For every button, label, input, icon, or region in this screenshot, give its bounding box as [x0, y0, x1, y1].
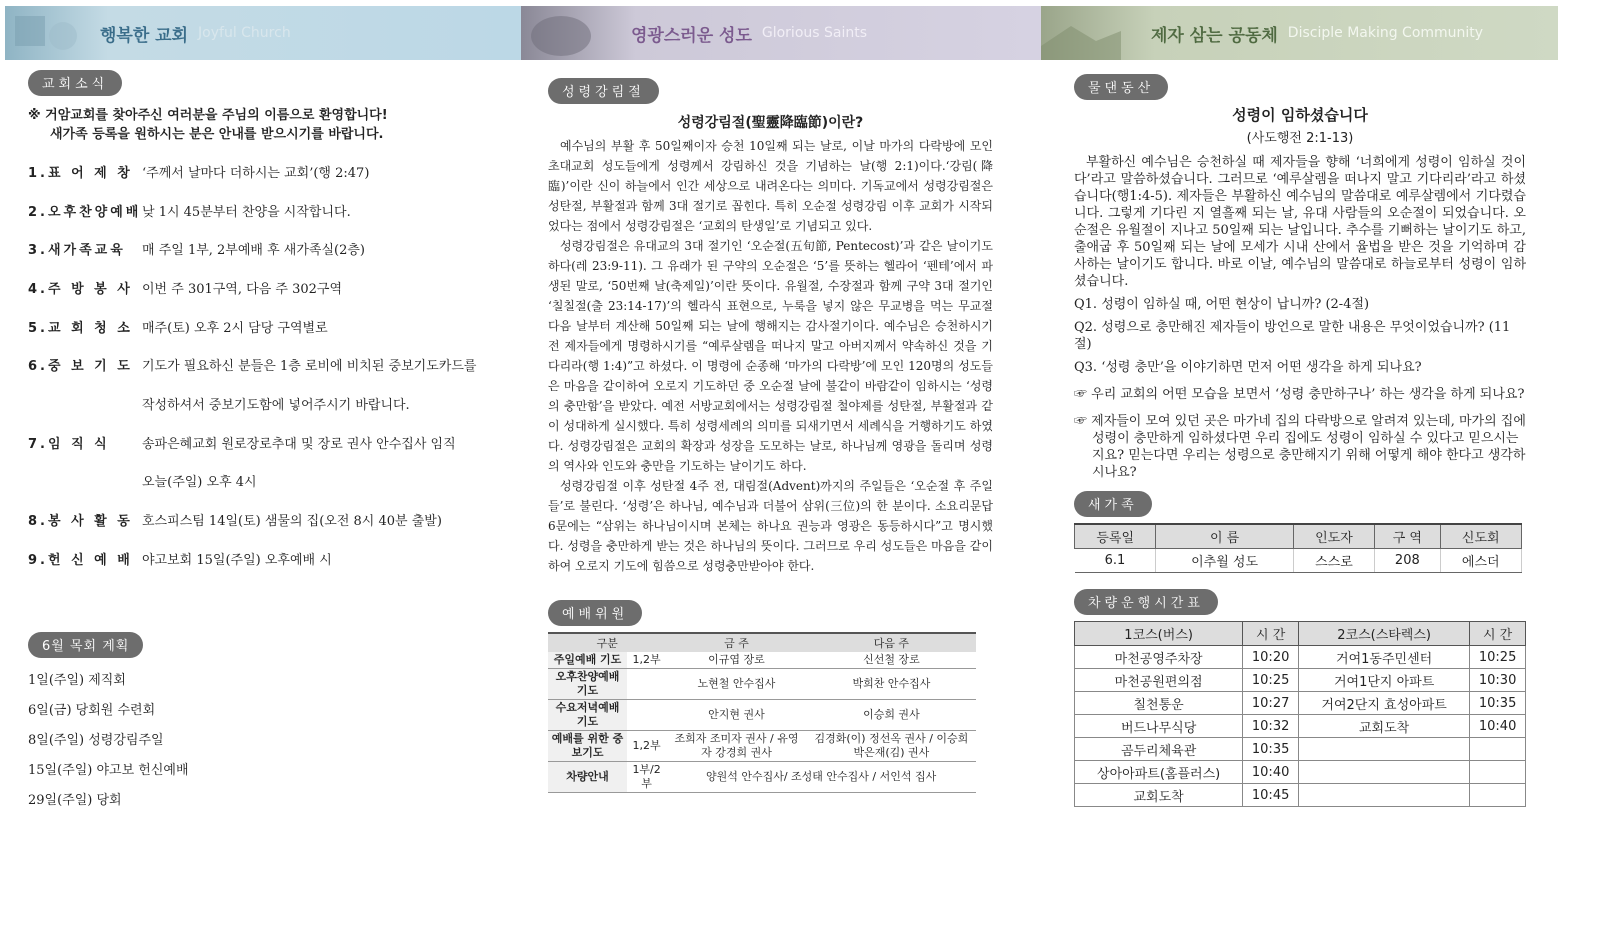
table-row: [548, 731, 976, 762]
qt-question: ☞ 제자들이 모여 있던 곳은 마가네 집의 다락방으로 알려져 있는데, 마가의 집에 성령이 충만하게 임하셨다면 우리 집에도 성령이 임하실 수 있다고 믿으시는지요? 믿는다면 우리는 성령으로 충만해지기 위해 어떻게 해야 한다고 생각하시나요?: [1074, 414, 1526, 480]
article-title: 성령강림절(聖靈降臨節)이란?: [677, 115, 864, 131]
table-header: 인도자: [1293, 524, 1374, 549]
news-item: [28, 152, 508, 191]
qt-title: 성령이 임하셨습니다: [1232, 106, 1368, 124]
qt-reference: (사도행전 2:1-13): [1246, 131, 1354, 146]
notice-line: ※ 거암교회를 찾아주신 여러분을 주님의 이름으로 환영합니다!: [28, 108, 388, 123]
section-label-pentecost: 성령강림절: [548, 78, 659, 104]
plan-list: [28, 666, 508, 816]
table-cell: [1470, 738, 1526, 761]
table-row: [1075, 761, 1526, 784]
role-cell: 오후찬양예배 기도: [548, 669, 627, 700]
plan-item: 15일(주일) 야고보 헌신예배: [28, 762, 189, 778]
news-list: [28, 152, 508, 578]
banner-disciple-community: [1041, 6, 1558, 60]
banner-joyful-church: [5, 6, 521, 60]
table-header: 금 주: [666, 633, 807, 652]
part-cell: [627, 700, 666, 731]
table-row: [548, 652, 976, 669]
table-row: [1075, 669, 1526, 692]
plan-item: 8일(주일) 성령강림주일: [28, 732, 164, 748]
banner-title: 영광스러운 성도: [631, 25, 752, 46]
table-row: [548, 762, 976, 793]
table-cell: 에스더: [1440, 549, 1521, 573]
news-item: [28, 423, 508, 462]
role-cell: 주일예배 기도: [548, 652, 627, 669]
table-cell: 버드나무식당: [1075, 715, 1243, 738]
table-cell: 거여2단지 효성아파트: [1299, 692, 1470, 715]
qt-column: [1074, 62, 1526, 807]
table-cell: [1470, 784, 1526, 807]
news-item-value: 작성하셔서 중보기도함에 넣어주시기 바랍니다.: [142, 397, 410, 413]
table-cell: [1299, 784, 1470, 807]
table-cell: 10:45: [1243, 784, 1299, 807]
bus-schedule-table: [1074, 621, 1526, 807]
news-item-value: 기도가 필요하신 분들은 1층 로비에 비치된 중보기도카드를: [142, 359, 477, 375]
table-cell: [1470, 761, 1526, 784]
article-paragraph: 성령강림절은 유대교의 3대 절기인 ‘오순절(五旬節, Pentecost)’과 같은 날이기도 하다(레 23:9-11). 그 유래가 된 구약의 오순절은 ‘5’를 뜻하는 헬라어 ‘펜테’에서 파생된 말로, ‘50번째 날(축제일)’이란 뜻이다. 유월절, 수장절과 함께 구약 3대 절기인 ‘칠칠절(출 23:14-17)’의 헬라식 표현으로, 누룩을 넣지 않은 무교병을 먹는 무교절 다음 날부터 계산해 50일째 되는 날에 행해지는 감사절기이다. 예수님은 승천하시기 전 제자들에게 명령하시기를 “예루살렘을 떠나지 말고 아버지께서 약속하신 것을 기다리라(행 1:4)”고 하셨다. 이 명령에 순종해 ‘마가의 다락방’에 모인 120명의 성도들은 마음을 같이하여 오로지 기도하던 중 오순절 날에 불같이 바람같이 임하시는 ‘성령의 충만함’을 받았다. 예전 서방교회에서는 성령강림절 철야제를 성탄절, 부활절과 같이 성대하게 실시했다. 특히 성령세례의 의미를 되새기면서 세례식을 거행하기도 하였다. 성령강림절은 교회의 확장과 성장을 도모하는 날로, 하나님께 영광을 돌리며 성령의 역사와 인도와 충만을 기도하는 날이기도 하다.: [548, 239, 993, 473]
banner-glorious-saints: [521, 6, 1041, 60]
table-row: [1075, 646, 1526, 669]
table-cell: 교회도착: [1075, 784, 1243, 807]
news-item: [28, 229, 508, 268]
table-header: 등록일: [1075, 524, 1156, 549]
table-cell: 10:25: [1243, 669, 1299, 692]
news-item-value: 송파은혜교회 원로장로추대 및 장로 권사 안수집사 임직: [142, 436, 456, 452]
table-header: 구 역: [1375, 524, 1440, 549]
table-header: 2코스(스타렉스): [1299, 622, 1470, 646]
table-cell: 10:35: [1243, 738, 1299, 761]
next-week-cell: 김경화(이) 정선옥 권사 / 이승희 박은재(김) 권사: [807, 731, 976, 762]
table-row: [1075, 715, 1526, 738]
news-item-value: 매 주일 1부, 2부예배 후 새가족실(2층): [142, 243, 366, 259]
part-cell: 1,2부: [627, 731, 666, 762]
part-cell: 1,2부: [627, 652, 666, 669]
table-header: 신도회: [1440, 524, 1521, 549]
banner-title: 제자 삼는 공동체: [1151, 25, 1278, 46]
table-cell: 10:40: [1243, 761, 1299, 784]
this-week-cell: 노현철 안수집사: [666, 669, 807, 700]
article-body: [548, 136, 993, 576]
newcomer-table: [1074, 523, 1522, 573]
part-cell: [627, 669, 666, 700]
table-header: 시 간: [1470, 622, 1526, 646]
news-item-key: 8.봉 사 활 동: [28, 514, 133, 530]
section-label-bus: 차량운행시간표: [1074, 589, 1218, 615]
table-cell: 이추월 성도: [1156, 549, 1293, 573]
table-cell: 교회도착: [1299, 715, 1470, 738]
news-item: [28, 345, 508, 384]
role-cell: 차량안내: [548, 762, 627, 793]
section-label-worship: 예배위원: [548, 600, 642, 626]
table-header: 이 름: [1156, 524, 1293, 549]
section-label-newcomer: 새가족: [1074, 491, 1152, 517]
table-cell: 10:20: [1243, 646, 1299, 669]
table-cell: 상아아파트(홈플러스): [1075, 761, 1243, 784]
news-item-value: 매주(토) 오후 2시 담당 구역별로: [142, 320, 328, 336]
banner-subtitle: Joyful Church: [198, 25, 291, 41]
news-item: [28, 307, 508, 346]
banner-title: 행복한 교회: [100, 25, 189, 46]
table-cell: 거여1단지 아파트: [1299, 669, 1470, 692]
qt-body: [1074, 154, 1526, 290]
table-cell: 스스로: [1293, 549, 1374, 573]
qt-questions: [1074, 296, 1526, 481]
news-item: [28, 268, 508, 307]
news-item: [28, 462, 508, 501]
table-row: [1075, 692, 1526, 715]
table-header: 다음 주: [807, 633, 976, 652]
this-week-cell: 안지현 권사: [666, 700, 807, 731]
church-news-column: [28, 62, 508, 816]
table-cell: 마천공영주차장: [1075, 646, 1243, 669]
table-row: [548, 669, 976, 700]
news-item: [28, 384, 508, 423]
news-item-key: 2.오후찬양예배: [28, 204, 142, 220]
news-item-key: 6.중 보 기 도: [28, 359, 133, 375]
news-item-key: 7.임 직 식: [28, 436, 110, 452]
table-cell: 208: [1375, 549, 1440, 573]
praying-hands-photo-icon: [521, 6, 601, 60]
news-item-key: 3.새가족교육: [28, 243, 126, 259]
table-row: [1075, 549, 1522, 573]
table-header: 1코스(버스): [1075, 622, 1243, 646]
table-row: [1075, 738, 1526, 761]
table-row: [1075, 784, 1526, 807]
table-cell: 10:27: [1243, 692, 1299, 715]
table-cell: 10:32: [1243, 715, 1299, 738]
news-item-key: 9.헌 신 예 배: [28, 552, 133, 568]
news-item-value: ‘주께서 날마다 더하시는 교회’(행 2:47): [142, 165, 370, 181]
next-week-cell: 박희찬 안수집사: [807, 669, 976, 700]
qt-paragraph: 부활하신 예수님은 승천하실 때 제자들을 향해 ‘너희에게 성령이 임하실 것이다’라고 말씀하셨습니다. 그러므로 ‘예루살렘을 떠나지 말고 기다리라’라고 하셨습니다(행1:4-5). 제자들은 부활하신 예수님의 말씀대로 예루살렘에서 기다렸습니다. 그렇게 기다린 지 열흘째 되는 날, 유대 사람들의 오순절이 되었습니다. 오순절은 유월절이 지나고 50일째 되는 날입니다. 추수를 기뻐하는 날이기도 하고, 출애굽 후 50일째 되는 날에 모세가 시내 산에서 율법을 받은 것을 기억하며 감사하는 날이기도 합니다. 바로 이날, 예수님의 말씀대로 하늘로부터 성령이 임하셨습니다.: [1074, 155, 1526, 289]
role-cell: 예배를 위한 중보기도: [548, 731, 627, 762]
news-item-key: 4.주 방 봉 사: [28, 281, 133, 297]
notice-line: 새가족 등록을 원하시는 분은 안내를 받으시기를 바랍니다.: [50, 127, 384, 142]
welcome-notice: [28, 106, 508, 144]
qt-question: Q1. 성령이 임하실 때, 어떤 현상이 납니까? (2-4절): [1074, 297, 1370, 312]
banner-subtitle: Glorious Saints: [761, 25, 868, 41]
qt-question: Q3. ‘성령 충만’을 이야기하면 먼저 어떤 생각을 하게 되나요?: [1074, 360, 1422, 375]
section-label-plan: 6월 목회 계획: [28, 632, 143, 658]
section-label-news: 교회소식: [28, 70, 122, 96]
table-cell: 10:25: [1470, 646, 1526, 669]
article-paragraph: 예수님의 부활 후 50일째이자 승천 10일째 되는 날로, 이날 마가의 다락방에 모인 초대교회 성도들에게 성령께서 강림하신 것을 기념하는 날(행 2:1)이다.‘강림(降臨)’이란 신이 하늘에서 인간 세상으로 내려온다는 의미다. 기독교에서 성령강림절은 성탄절, 부활절과 함께 3대 절기로 꼽힌다. 특히 오순절 성령강림 이후 교회가 시작되었다는 점에서 성령강림절은 ‘교회의 탄생일’로 기념되고 있다.: [548, 139, 993, 233]
news-item: [28, 539, 508, 578]
news-item: [28, 191, 508, 230]
table-cell: [1299, 761, 1470, 784]
part-cell: 1부/2부: [627, 762, 666, 793]
plan-item: 6일(금) 당회원 수련회: [28, 702, 156, 718]
news-item-key: 1.표 어 제 창: [28, 165, 133, 181]
table-cell: 칠천통운: [1075, 692, 1243, 715]
plan-item: 1일(주일) 제직회: [28, 672, 126, 688]
news-item-value: 이번 주 301구역, 다음 주 302구역: [142, 281, 343, 297]
pentecost-column: [548, 62, 993, 793]
news-item: [28, 500, 508, 539]
this-week-cell: 양원석 안수집사/ 조성태 안수집사 / 서인석 집사: [666, 762, 976, 793]
church-photo-icon: [5, 6, 85, 60]
table-cell: 10:35: [1470, 692, 1526, 715]
plan-item: 29일(주일) 당회: [28, 792, 122, 808]
article-paragraph: 성령강림절 이후 성탄절 4주 전, 대림절(Advent)까지의 주일들은 ‘오순절 후 주일들’로 불린다. ‘성령’은 하나님, 예수님과 더불어 삼위(三位)의 한 분이다. 소요리문답 6문에는 “삼위는 하나님이시며 본체는 하나요 권능과 영광은 동등하시다”고 명시했다. 성령을 충만하게 받는 것은 하나님의 뜻이다. 그러므로 우리 성도들은 마음을 같이하여 오로지 기도에 힘씀으로 성령충만받아야 한다.: [548, 479, 993, 573]
role-cell: 수요저녁예배 기도: [548, 700, 627, 731]
this-week-cell: 이규엽 장로: [666, 652, 807, 669]
news-item-value: 야고보회 15일(주일) 오후예배 시: [142, 552, 332, 568]
next-week-cell: 신선철 장로: [807, 652, 976, 669]
table-cell: 10:30: [1470, 669, 1526, 692]
qt-question: Q2. 성령으로 충만해진 제자들이 방언으로 말한 내용은 무엇이었습니까? (11절): [1074, 320, 1511, 352]
news-item-value: 오늘(주일) 오후 4시: [142, 475, 257, 491]
table-cell: 마천공원편의점: [1075, 669, 1243, 692]
landscape-photo-icon: [1041, 6, 1121, 60]
news-item-value: 낮 1시 45분부터 찬양을 시작합니다.: [142, 204, 351, 220]
section-label-qt: 물댄동산: [1074, 74, 1168, 100]
qt-question: ☞ 우리 교회의 어떤 모습을 보면서 ‘성령 충만하구나’ 하는 생각을 하게 되나요?: [1074, 387, 1525, 402]
table-cell: 곰두리체육관: [1075, 738, 1243, 761]
banner-subtitle: Disciple Making Community: [1287, 25, 1484, 41]
table-cell: 거여1동주민센터: [1299, 646, 1470, 669]
table-cell: 6.1: [1075, 549, 1156, 573]
news-item-value: 호스피스팀 14일(토) 샘물의 집(오전 8시 40분 출발): [142, 514, 442, 530]
worship-committee-table: [548, 632, 976, 793]
table-row: [548, 700, 976, 731]
table-header: 구분: [548, 633, 666, 652]
next-week-cell: 이승희 권사: [807, 700, 976, 731]
this-week-cell: 조희자 조미자 권사 / 유영자 강경희 권사: [666, 731, 807, 762]
table-cell: 10:40: [1470, 715, 1526, 738]
table-cell: [1299, 738, 1470, 761]
table-header: 시 간: [1243, 622, 1299, 646]
news-item-key: 5.교 회 청 소: [28, 320, 133, 336]
